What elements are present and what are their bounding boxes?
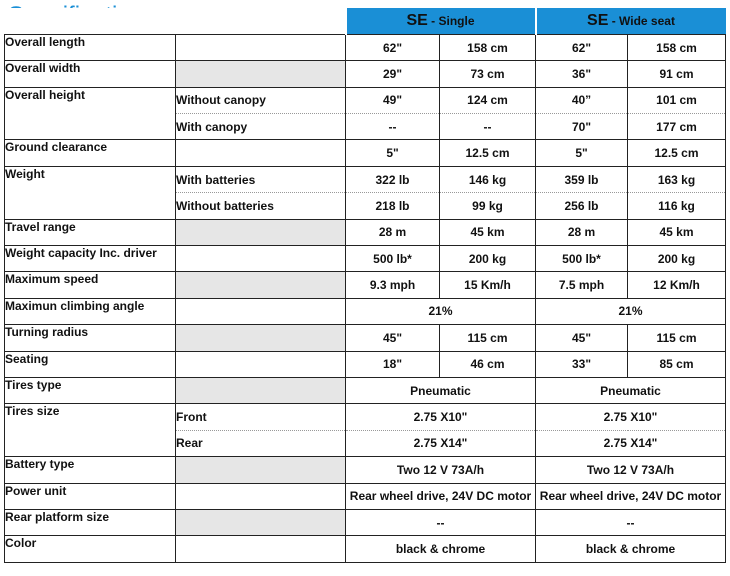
- row-sub-label: [176, 61, 346, 87]
- merged-value-cell: --: [536, 509, 726, 535]
- row-label: [5, 430, 176, 456]
- value-cell: 62": [346, 34, 440, 60]
- row-sub-label: [176, 219, 346, 245]
- value-cell: 200 kg: [440, 246, 536, 272]
- value-cell: 5": [346, 140, 440, 166]
- row-sub-label: [176, 298, 346, 324]
- header-se-single: SE - Single: [346, 8, 536, 34]
- row-label: Power unit: [5, 483, 176, 509]
- value-cell: 163 kg: [628, 166, 726, 192]
- table-row: [5, 166, 726, 192]
- merged-value-cell: --: [346, 509, 536, 535]
- row-label: Maximun climbing angle: [5, 298, 176, 324]
- value-cell: 158 cm: [440, 34, 536, 60]
- row-label: Weight capacity Inc. driver: [5, 246, 176, 272]
- value-cell: 256 lb: [536, 193, 628, 219]
- value-cell: 73 cm: [440, 61, 536, 87]
- table-row: [5, 351, 726, 377]
- row-label: Maximum speed: [5, 272, 176, 298]
- value-cell: 124 cm: [440, 87, 536, 113]
- row-label: [5, 114, 176, 140]
- row-sub-label: [176, 140, 346, 166]
- row-sub-label: [176, 509, 346, 535]
- value-cell: 40”: [536, 87, 628, 113]
- table-row: [5, 114, 726, 140]
- table-row: [5, 483, 726, 509]
- row-sub-label: [176, 483, 346, 509]
- value-cell: 46 cm: [440, 351, 536, 377]
- value-cell: 33": [536, 351, 628, 377]
- row-label: Ground clearance: [5, 140, 176, 166]
- value-cell: 45": [346, 325, 440, 351]
- table-row: [5, 219, 726, 245]
- row-label: [5, 193, 176, 219]
- value-cell: 28 m: [346, 219, 440, 245]
- row-sub-label: Without canopy: [176, 87, 346, 113]
- merged-value-cell: Two 12 V 73A/h: [346, 457, 536, 483]
- table-row: [5, 87, 726, 113]
- value-cell: 218 lb: [346, 193, 440, 219]
- merged-value-cell: Rear wheel drive, 24V DC motor: [536, 483, 726, 509]
- merged-value-cell: 2.75 X10": [346, 404, 536, 430]
- row-label: Color: [5, 536, 176, 562]
- value-cell: 5": [536, 140, 628, 166]
- row-sub-label: [176, 34, 346, 60]
- spec-body: [5, 34, 726, 562]
- value-cell: 85 cm: [628, 351, 726, 377]
- value-cell: 49": [346, 87, 440, 113]
- merged-value-cell: 2.75 X14": [346, 430, 536, 456]
- table-row: [5, 457, 726, 483]
- value-cell: 146 kg: [440, 166, 536, 192]
- header-row: [5, 8, 726, 34]
- merged-value-cell: 2.75 X10": [536, 404, 726, 430]
- value-cell: 45 km: [628, 219, 726, 245]
- value-cell: 15 Km/h: [440, 272, 536, 298]
- row-label: Overall height: [5, 87, 176, 113]
- value-cell: 101 cm: [628, 87, 726, 113]
- table-row: [5, 34, 726, 60]
- row-label: Tires size: [5, 404, 176, 430]
- row-sub-label: [176, 325, 346, 351]
- merged-value-cell: Pneumatic: [346, 377, 536, 403]
- row-label: Battery type: [5, 457, 176, 483]
- merged-value-cell: 21%: [346, 298, 536, 324]
- value-cell: 500 lb*: [536, 246, 628, 272]
- merged-value-cell: black & chrome: [536, 536, 726, 562]
- row-sub-label: [176, 272, 346, 298]
- row-label: Tires type: [5, 377, 176, 403]
- table-row: [5, 325, 726, 351]
- row-label: Weight: [5, 166, 176, 192]
- row-sub-label: Rear: [176, 430, 346, 456]
- row-sub-label: [176, 536, 346, 562]
- value-cell: 36": [536, 61, 628, 87]
- row-label: Turning radius: [5, 325, 176, 351]
- table-row: [5, 272, 726, 298]
- value-cell: 115 cm: [628, 325, 726, 351]
- row-sub-label: Front: [176, 404, 346, 430]
- value-cell: 500 lb*: [346, 246, 440, 272]
- table-row: [5, 61, 726, 87]
- value-cell: 45": [536, 325, 628, 351]
- value-cell: 115 cm: [440, 325, 536, 351]
- row-sub-label: [176, 246, 346, 272]
- value-cell: 158 cm: [628, 34, 726, 60]
- value-cell: 12 Km/h: [628, 272, 726, 298]
- table-row: [5, 193, 726, 219]
- value-cell: 116 kg: [628, 193, 726, 219]
- merged-value-cell: Pneumatic: [536, 377, 726, 403]
- table-row: [5, 430, 726, 456]
- value-cell: 9.3 mph: [346, 272, 440, 298]
- row-label: Overall length: [5, 34, 176, 60]
- value-cell: 99 kg: [440, 193, 536, 219]
- value-cell: 359 lb: [536, 166, 628, 192]
- value-cell: --: [440, 114, 536, 140]
- row-sub-label: Without batteries: [176, 193, 346, 219]
- value-cell: 7.5 mph: [536, 272, 628, 298]
- merged-value-cell: 2.75 X14": [536, 430, 726, 456]
- merged-value-cell: Rear wheel drive, 24V DC motor: [346, 483, 536, 509]
- row-sub-label: [176, 457, 346, 483]
- row-label: Rear platform size: [5, 509, 176, 535]
- table-row: [5, 298, 726, 324]
- value-cell: 18": [346, 351, 440, 377]
- row-label: Travel range: [5, 219, 176, 245]
- value-cell: 322 lb: [346, 166, 440, 192]
- value-cell: 12.5 cm: [440, 140, 536, 166]
- value-cell: 200 kg: [628, 246, 726, 272]
- table-row: [5, 536, 726, 562]
- row-label: Seating: [5, 351, 176, 377]
- table-row: [5, 377, 726, 403]
- table-row: [5, 140, 726, 166]
- merged-value-cell: Two 12 V 73A/h: [536, 457, 726, 483]
- row-sub-label: With canopy: [176, 114, 346, 140]
- row-sub-label: With batteries: [176, 166, 346, 192]
- value-cell: 29": [346, 61, 440, 87]
- row-label: Overall width: [5, 61, 176, 87]
- value-cell: 177 cm: [628, 114, 726, 140]
- row-sub-label: [176, 377, 346, 403]
- value-cell: 28 m: [536, 219, 628, 245]
- table-row: [5, 509, 726, 535]
- merged-value-cell: black & chrome: [346, 536, 536, 562]
- value-cell: 62": [536, 34, 628, 60]
- table-row: [5, 246, 726, 272]
- table-row: [5, 404, 726, 430]
- value-cell: 70": [536, 114, 628, 140]
- specifications-table: [4, 8, 726, 563]
- header-se-wide-seat: SE - Wide seat: [536, 8, 726, 34]
- value-cell: --: [346, 114, 440, 140]
- value-cell: 91 cm: [628, 61, 726, 87]
- value-cell: 45 km: [440, 219, 536, 245]
- row-sub-label: [176, 351, 346, 377]
- merged-value-cell: 21%: [536, 298, 726, 324]
- value-cell: 12.5 cm: [628, 140, 726, 166]
